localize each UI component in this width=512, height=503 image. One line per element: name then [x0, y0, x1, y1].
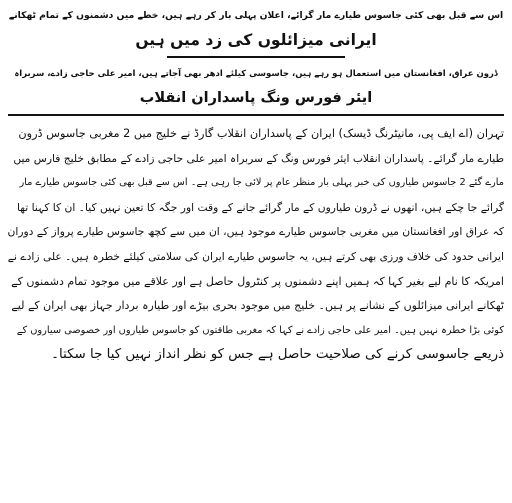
body-line: ذریعے جاسوسی کرنے کی صلاحیت حاصل ہے جس کو نظر انداز نہیں کیا جا سکتا۔	[51, 347, 504, 363]
subheadline-line: ڈرون عراق، افغانستان میں استعمال ہو رہے ہیں، جاسوسی کیلئے ادھر بھی آجاتے ہیں، امیر علی حاجی زادے، سربراہ	[14, 69, 498, 79]
body-line: مارے گئے 2 جاسوس طیاروں کی خبر پہلی بار منظر عام پر لائی جا رہی ہے۔ اس سے قبل بھی کئی جاسوس طیارے مار	[19, 177, 504, 189]
body-line: گرائے جا چکے ہیں، انھوں نے ڈرون طیاروں کے مار گرائے جانے کے وقت اور جگہ کا تعین نہیں کیا۔ ان کا کہنا تھا	[17, 200, 504, 214]
subheadline-line: ایئر فورس ونگ پاسداران انقلاب	[139, 90, 373, 106]
body-line: امریکہ کا نام لیے بغیر کہا کہ ہمیں اپنے دشمنوں پر کنٹرول حاصل ہے اور علاقے میں موجود تمام دشمنوں کے	[11, 274, 504, 288]
divider	[167, 56, 346, 58]
body-line: کوئی بڑا خطرہ نہیں ہیں۔ امیر علی حاجی زادے نے کہا کہ مغربی طاقتوں کو جاسوس طیاروں اور خصوصی سیاروں کے	[16, 324, 504, 336]
body-line: کہ عراق اور افغانستان میں مغربی جاسوس طیارے موجود ہیں، ان میں سے کچھ جاسوس طیارے پرواز کے دوران	[8, 225, 504, 239]
headline	[8, 4, 504, 52]
headline-line: ایرانی میزائلوں کی زد میں ہیں	[135, 31, 377, 49]
article-body	[8, 122, 504, 368]
body-line: طیارے مار گرائے۔ پاسداران انقلاب ایئر فورس ونگ کے سربراہ امیر علی حاجی زادے کے مطابق خلیج فارس میں	[13, 151, 504, 165]
body-line: ٹھکانے ایرانی میزائلوں کے نشانے پر ہیں۔ خلیج میں موجود بحری بیڑے اور طیارہ بردار جہاز بھی ایران کے لیے	[11, 299, 504, 313]
divider	[8, 114, 504, 116]
subheadline	[8, 62, 504, 110]
body-line: ایرانی حدود کی خلاف ورزی بھی کرتے ہیں، یہ جاسوس طیارے ایران کی سلامتی کیلئے خطرہ ہیں۔ علی زادے نے	[8, 249, 504, 263]
headline-line: اس سے قبل بھی کئی جاسوس طیارے مار گرائے، اعلان پہلی بار کر رہے ہیں، خطے میں دشمنوں کے تمام ٹھکانے	[8, 10, 504, 21]
body-line: تہران (اے ایف پی، مانیٹرنگ ڈیسک) ایران کے پاسداران انقلاب گارڈ نے خلیج میں 2 مغربی جاسوس ڈرون	[18, 127, 504, 140]
